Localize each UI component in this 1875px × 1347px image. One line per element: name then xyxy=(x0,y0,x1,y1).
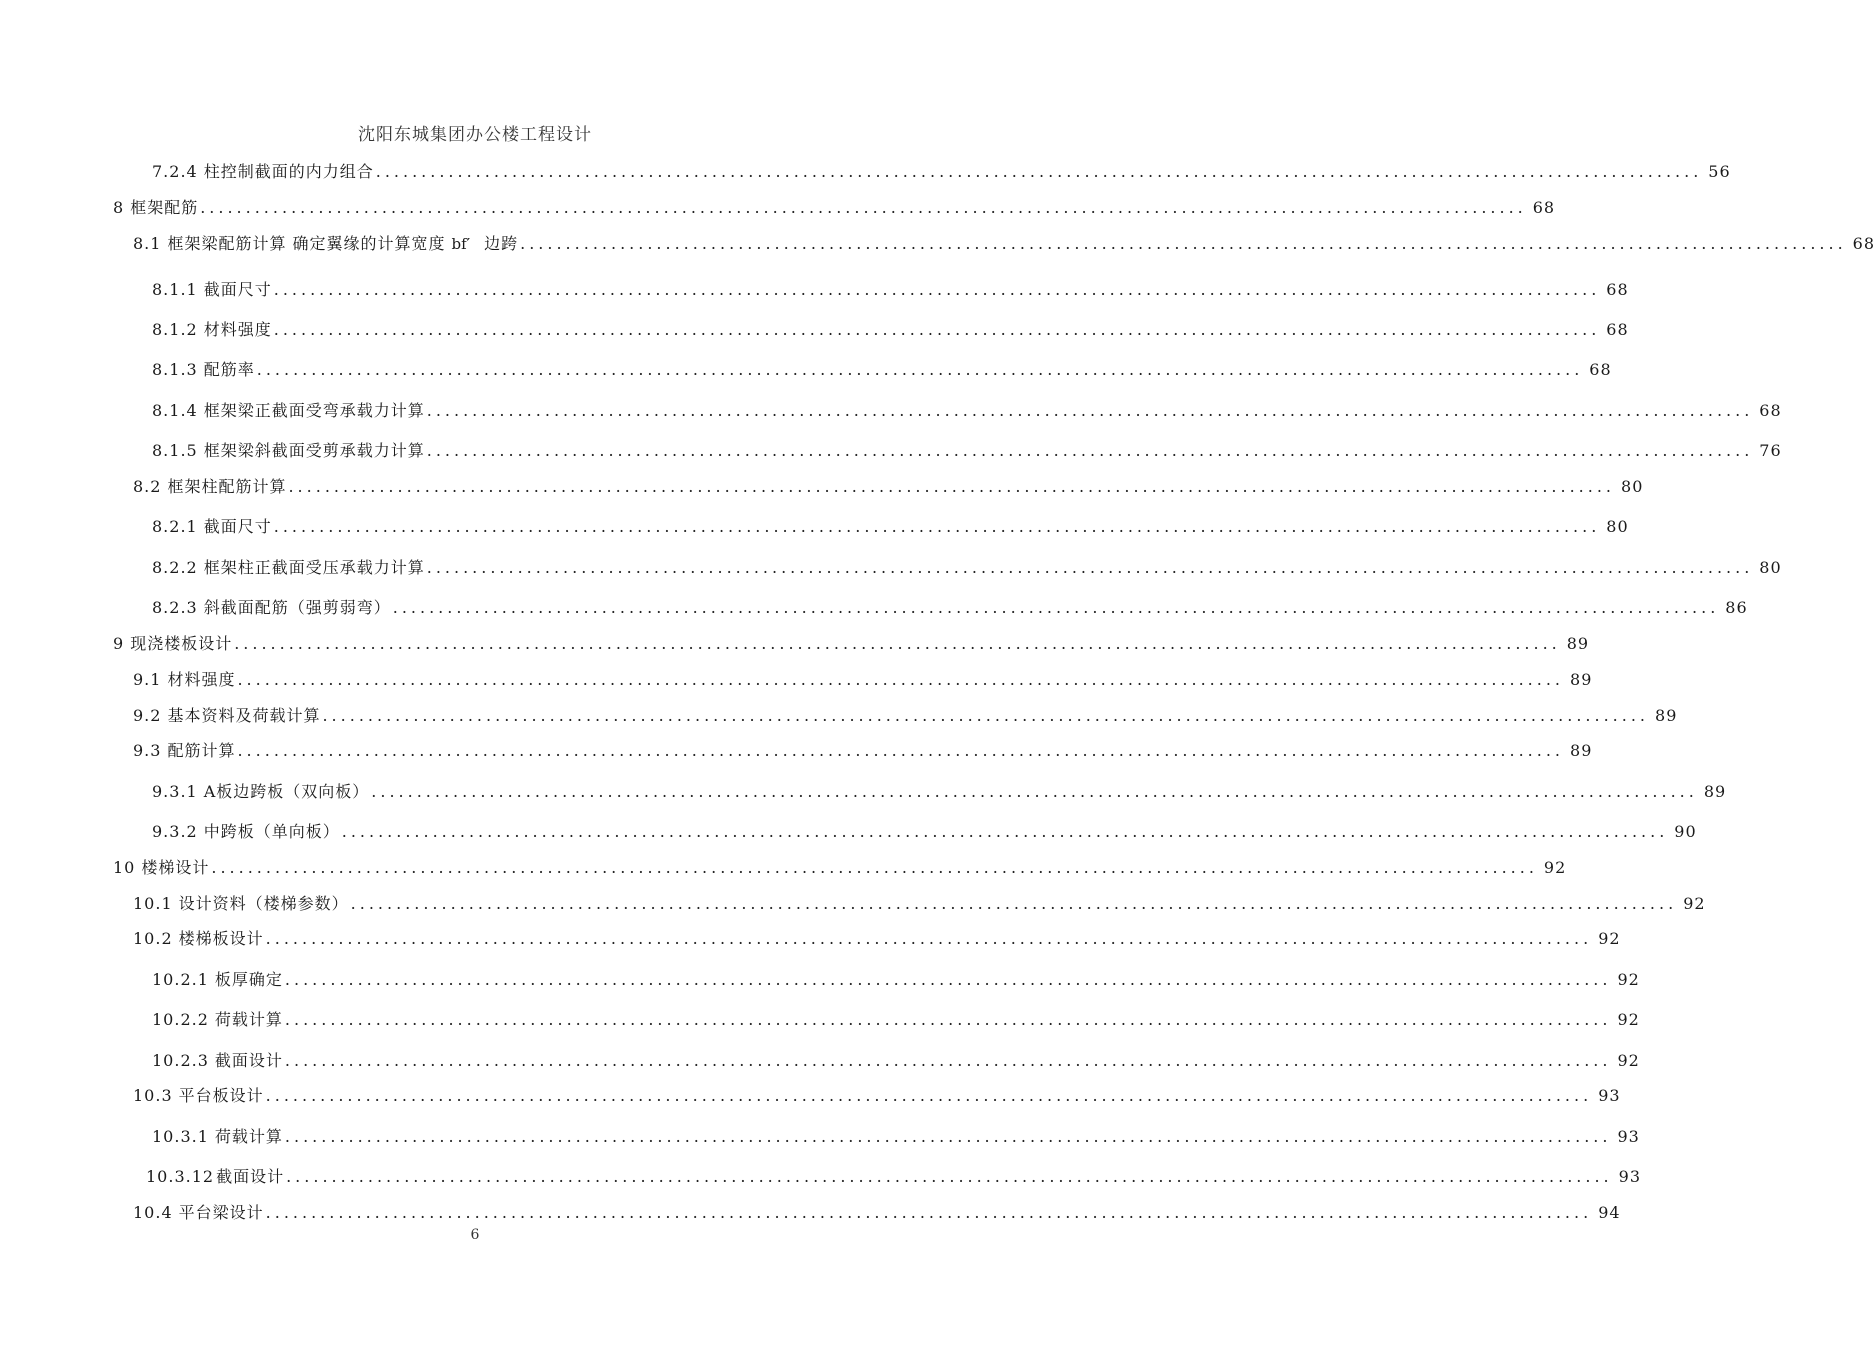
toc-dot-leader xyxy=(393,596,1720,620)
toc-entry-number: 8.2.1 xyxy=(152,517,198,536)
toc-entry[interactable] xyxy=(133,475,1644,499)
toc-entry-page: 68 xyxy=(1606,280,1629,299)
toc-entry-number: 9 xyxy=(113,634,125,653)
toc-entry-number: 10.3.12 xyxy=(146,1167,215,1186)
page-footer xyxy=(0,1227,950,1244)
toc-entry[interactable] xyxy=(152,1049,1640,1073)
toc-entry[interactable] xyxy=(133,1201,1621,1225)
toc-entry-number: 8.1 xyxy=(133,234,162,253)
toc-dot-leader xyxy=(211,856,1538,880)
toc-entry[interactable] xyxy=(152,596,1748,620)
toc-entry-number: 10.2 xyxy=(133,929,173,948)
toc-entry[interactable] xyxy=(152,820,1697,844)
toc-entry-page: 93 xyxy=(1618,1167,1641,1186)
toc-entry-number: 9.2 xyxy=(133,706,162,725)
toc-entry-page: 68 xyxy=(1759,401,1782,420)
toc-dot-leader xyxy=(274,318,1601,342)
toc-entry-title: 框架梁正截面受弯承载力计算 xyxy=(203,401,425,420)
toc-entry-title: 设计资料（楼梯参数） xyxy=(178,894,349,913)
toc-entry-title: 柱控制截面的内力组合 xyxy=(203,162,374,181)
toc-entry-page: 80 xyxy=(1759,558,1782,577)
toc-entry-number: 8.1.5 xyxy=(152,441,198,460)
toc-dot-leader xyxy=(351,892,1678,916)
toc-entry-number: 10.4 xyxy=(133,1203,173,1222)
toc-entry-title: 框架柱正截面受压承载力计算 xyxy=(203,558,425,577)
toc-entry-page: 89 xyxy=(1566,634,1590,653)
toc-entry-title: A板边跨板（双向板） xyxy=(203,782,370,801)
toc-entry-title: 框架梁配筋计算 确定翼缘的计算宽度 xyxy=(167,234,446,253)
toc-entry-title: 截面尺寸 xyxy=(203,517,272,536)
toc-entry[interactable] xyxy=(133,1084,1621,1108)
toc-dot-leader xyxy=(376,160,1703,184)
toc-entry-page: 92 xyxy=(1543,858,1567,877)
toc-entry-number: 7.2.4 xyxy=(152,162,198,181)
toc-entry[interactable] xyxy=(133,739,1593,763)
toc-entry-number: 9.3.2 xyxy=(152,822,198,841)
toc-entry-page: 93 xyxy=(1617,1127,1640,1146)
toc-dot-leader xyxy=(342,820,1669,844)
toc-entry[interactable] xyxy=(133,892,1706,916)
toc-dot-leader xyxy=(371,780,1698,804)
toc-entry-title: 板厚确定 xyxy=(214,970,283,989)
toc-entry-number: 8.1.4 xyxy=(152,401,198,420)
toc-entry-page: 92 xyxy=(1617,1051,1640,1070)
toc-entry-page: 92 xyxy=(1617,970,1640,989)
toc-entry-title: 截面尺寸 xyxy=(203,280,272,299)
toc-entry[interactable] xyxy=(133,704,1678,728)
toc-entry-title: 材料强度 xyxy=(167,670,236,689)
toc-entry-page: 92 xyxy=(1683,894,1706,913)
toc-entry-page: 76 xyxy=(1759,441,1782,460)
toc-entry-title: 框架梁斜截面受剪承载力计算 xyxy=(203,441,425,460)
toc-entry[interactable] xyxy=(152,556,1782,580)
toc-entry-page: 92 xyxy=(1617,1010,1640,1029)
toc-dot-leader xyxy=(322,704,1649,728)
toc-dot-leader xyxy=(266,1201,1593,1225)
toc-entry-title: 配筋计算 xyxy=(167,741,236,760)
toc-dot-leader xyxy=(427,399,1754,423)
toc-entry-page: 68 xyxy=(1852,234,1875,253)
toc-dot-leader xyxy=(237,739,1564,763)
page-header-text: 沈阳东城集团办公楼工程设计 xyxy=(358,125,592,145)
page-header xyxy=(0,112,950,145)
toc-entry-number: 9.3 xyxy=(133,741,162,760)
toc-entry-number: 8.2.2 xyxy=(152,558,198,577)
toc-entry-number: 8 xyxy=(113,198,125,217)
toc-dot-leader xyxy=(285,968,1612,992)
toc-dot-leader xyxy=(274,515,1601,539)
toc-entry-title: 中跨板（单向板） xyxy=(203,822,340,841)
toc-entry-page: 93 xyxy=(1598,1086,1621,1105)
toc-dot-leader xyxy=(520,232,1847,256)
toc-entry-title: 截面设计 xyxy=(214,1051,283,1070)
toc-dot-leader xyxy=(266,927,1593,951)
toc-dot-leader xyxy=(200,196,1527,220)
toc-entry-number: 10.2.1 xyxy=(152,970,209,989)
toc-entry[interactable] xyxy=(113,196,1556,220)
toc-entry-number: 10.1 xyxy=(133,894,173,913)
toc-entry[interactable] xyxy=(133,668,1593,692)
toc-entry-page: 80 xyxy=(1621,477,1644,496)
toc-entry-page: 92 xyxy=(1598,929,1621,948)
toc-entry[interactable] xyxy=(146,1165,1641,1189)
toc-entry-page: 68 xyxy=(1532,198,1556,217)
toc-entry-page: 68 xyxy=(1589,360,1612,379)
toc-entry-page: 94 xyxy=(1598,1203,1621,1222)
toc-entry[interactable] xyxy=(152,439,1782,463)
toc-entry[interactable] xyxy=(113,856,1567,880)
toc-entry[interactable] xyxy=(152,399,1782,423)
toc-entry-page: 68 xyxy=(1606,320,1629,339)
toc-entry-number: 8.2 xyxy=(133,477,162,496)
toc-entry-title: 楼梯板设计 xyxy=(178,929,264,948)
toc-entry-title: 框架配筋 xyxy=(130,198,199,217)
toc-entry-title-after: 边跨 xyxy=(484,234,519,253)
toc-entry-number: 10 xyxy=(113,858,136,877)
toc-entry-title: 荷载计算 xyxy=(214,1010,283,1029)
toc-entry-page: 56 xyxy=(1708,162,1731,181)
toc-entry[interactable] xyxy=(152,278,1629,302)
toc-dot-leader xyxy=(274,278,1601,302)
toc-entry[interactable] xyxy=(152,515,1629,539)
toc-entry[interactable] xyxy=(133,232,1875,256)
toc-entry-number: 10.3.1 xyxy=(152,1127,209,1146)
toc-entry[interactable] xyxy=(152,318,1629,342)
toc-dot-leader xyxy=(288,475,1615,499)
toc-entry-page: 89 xyxy=(1703,782,1727,801)
toc-entry-title: 材料强度 xyxy=(203,320,272,339)
page-number: 6 xyxy=(470,1227,480,1243)
toc-entry-symbol: bf′ xyxy=(451,235,471,253)
toc-entry-page: 89 xyxy=(1655,706,1678,725)
toc-entry[interactable] xyxy=(152,780,1727,804)
toc-entry[interactable] xyxy=(152,1008,1640,1032)
toc-entry[interactable] xyxy=(133,927,1621,951)
toc-entry-title: 斜截面配筋（强剪弱弯） xyxy=(203,598,391,617)
toc-dot-leader xyxy=(427,439,1754,463)
toc-entry-number: 10.2.3 xyxy=(152,1051,209,1070)
toc-entry-title: 平台板设计 xyxy=(178,1086,264,1105)
toc-dot-leader xyxy=(266,1084,1593,1108)
toc-entry-title: 荷载计算 xyxy=(214,1127,283,1146)
toc-dot-leader xyxy=(427,556,1754,580)
toc-entry-number: 9.3.1 xyxy=(152,782,198,801)
toc-entry-title: 楼梯设计 xyxy=(141,858,210,877)
toc-entry-number: 8.2.3 xyxy=(152,598,198,617)
toc-entry-number: 10.3 xyxy=(133,1086,173,1105)
toc-entry-number: 8.1.2 xyxy=(152,320,198,339)
toc-entry-number: 10.2.2 xyxy=(152,1010,209,1029)
toc-dot-leader xyxy=(257,358,1584,382)
toc-entry-number: 8.1.1 xyxy=(152,280,198,299)
toc-dot-leader xyxy=(285,1049,1612,1073)
toc-dot-leader xyxy=(285,1008,1612,1032)
toc-entry-page: 89 xyxy=(1570,741,1593,760)
toc-entry[interactable] xyxy=(152,968,1640,992)
toc-entry-number: 9.1 xyxy=(133,670,162,689)
toc-entry-page: 89 xyxy=(1570,670,1593,689)
toc-entry-page: 80 xyxy=(1606,517,1629,536)
toc-entry-page: 90 xyxy=(1674,822,1697,841)
toc-entry[interactable] xyxy=(152,160,1731,184)
toc-entry-title: 框架柱配筋计算 xyxy=(167,477,287,496)
toc-entry-number: 8.1.3 xyxy=(152,360,198,379)
toc-entry-title: 平台梁设计 xyxy=(178,1203,264,1222)
toc-entry-title: 配筋率 xyxy=(203,360,255,379)
toc-dot-leader xyxy=(237,668,1564,692)
toc-entry-title: 基本资料及荷载计算 xyxy=(167,706,321,725)
toc-entry-page: 86 xyxy=(1725,598,1748,617)
toc-entry[interactable] xyxy=(152,358,1612,382)
toc-dot-leader xyxy=(234,632,1561,656)
toc-entry-title: 现浇楼板设计 xyxy=(130,634,233,653)
toc-entry-title: 截面设计 xyxy=(216,1167,285,1186)
toc-dot-leader xyxy=(285,1125,1612,1149)
toc-dot-leader xyxy=(286,1165,1613,1189)
toc-entry[interactable] xyxy=(152,1125,1640,1149)
toc-entry[interactable] xyxy=(113,632,1590,656)
